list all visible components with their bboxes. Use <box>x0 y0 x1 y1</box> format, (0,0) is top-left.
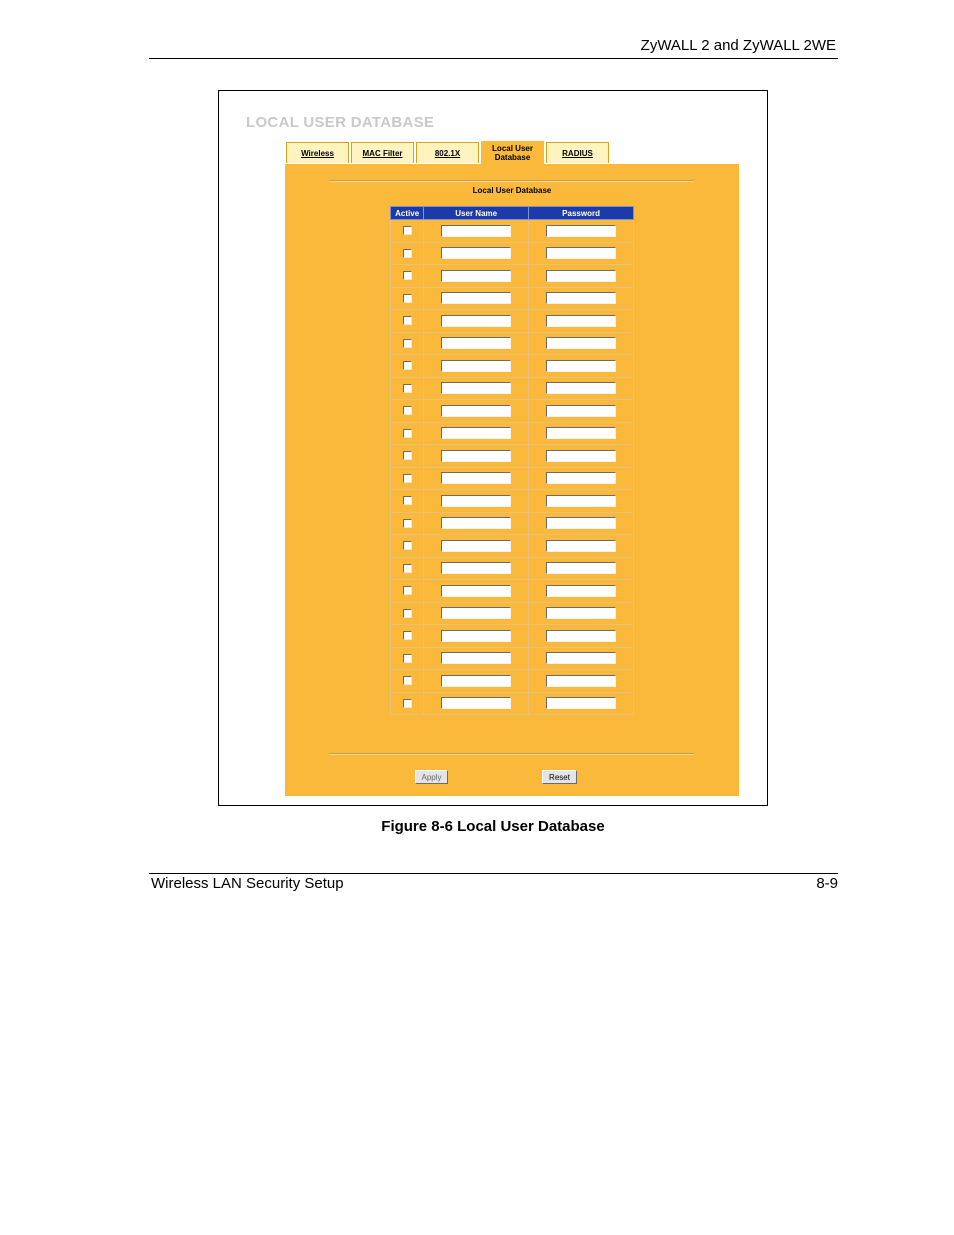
user-name-input[interactable] <box>441 630 511 642</box>
active-cell <box>391 625 424 648</box>
user-name-input[interactable] <box>441 517 511 529</box>
password-cell <box>529 467 634 490</box>
password-input[interactable] <box>546 360 616 372</box>
column-header-active: Active <box>391 207 424 220</box>
password-cell <box>529 580 634 603</box>
user-name-input[interactable] <box>441 697 511 709</box>
user-name-cell <box>424 602 529 625</box>
user-name-input[interactable] <box>441 270 511 282</box>
password-input[interactable] <box>546 495 616 507</box>
password-input[interactable] <box>546 675 616 687</box>
password-cell <box>529 355 634 378</box>
password-input[interactable] <box>546 540 616 552</box>
active-cell <box>391 490 424 513</box>
active-checkbox[interactable] <box>403 474 412 483</box>
table-row <box>391 377 634 400</box>
active-cell <box>391 647 424 670</box>
footer-page-number: 8-9 <box>816 875 838 892</box>
table-row <box>391 647 634 670</box>
active-cell <box>391 265 424 288</box>
password-cell <box>529 490 634 513</box>
active-cell <box>391 670 424 693</box>
user-name-cell <box>424 692 529 715</box>
password-cell <box>529 512 634 535</box>
table-row <box>391 490 634 513</box>
tab-radius[interactable]: RADIUS <box>546 142 609 163</box>
password-cell <box>529 265 634 288</box>
active-checkbox[interactable] <box>403 384 412 393</box>
active-checkbox[interactable] <box>403 429 412 438</box>
password-input[interactable] <box>546 450 616 462</box>
user-name-input[interactable] <box>441 585 511 597</box>
active-checkbox[interactable] <box>403 339 412 348</box>
top-divider <box>329 180 694 182</box>
section-title: Local User Database <box>472 186 552 195</box>
user-name-input[interactable] <box>441 540 511 552</box>
table-row <box>391 332 634 355</box>
table-row <box>391 310 634 333</box>
password-input[interactable] <box>546 292 616 304</box>
table-row <box>391 670 634 693</box>
apply-button[interactable]: Apply <box>415 770 448 784</box>
user-name-input[interactable] <box>441 450 511 462</box>
password-cell <box>529 287 634 310</box>
user-name-cell <box>424 377 529 400</box>
user-name-input[interactable] <box>441 382 511 394</box>
user-name-input[interactable] <box>441 427 511 439</box>
active-cell <box>391 692 424 715</box>
active-cell <box>391 557 424 580</box>
active-cell <box>391 580 424 603</box>
user-name-cell <box>424 580 529 603</box>
password-input[interactable] <box>546 517 616 529</box>
active-checkbox[interactable] <box>403 541 412 550</box>
footer-divider <box>149 873 838 874</box>
password-input[interactable] <box>546 562 616 574</box>
active-cell <box>391 535 424 558</box>
user-name-cell <box>424 512 529 535</box>
user-name-cell <box>424 242 529 265</box>
active-checkbox[interactable] <box>403 654 412 663</box>
table-row <box>391 692 634 715</box>
user-name-input[interactable] <box>441 225 511 237</box>
screen-title: LOCAL USER DATABASE <box>246 114 435 131</box>
active-checkbox[interactable] <box>403 406 412 415</box>
password-input[interactable] <box>546 607 616 619</box>
password-cell <box>529 422 634 445</box>
active-checkbox[interactable] <box>403 361 412 370</box>
table-row <box>391 422 634 445</box>
active-checkbox[interactable] <box>403 676 412 685</box>
table-row <box>391 400 634 423</box>
user-name-cell <box>424 467 529 490</box>
password-input[interactable] <box>546 652 616 664</box>
active-checkbox[interactable] <box>403 226 412 235</box>
column-header-user-name: User Name <box>424 207 529 220</box>
active-cell <box>391 512 424 535</box>
tab-wireless[interactable]: Wireless <box>286 142 349 163</box>
user-name-input[interactable] <box>441 607 511 619</box>
table-row <box>391 512 634 535</box>
user-name-input[interactable] <box>441 292 511 304</box>
password-input[interactable] <box>546 337 616 349</box>
password-cell <box>529 332 634 355</box>
active-cell <box>391 355 424 378</box>
page-header-title: ZyWALL 2 and ZyWALL 2WE <box>640 37 836 54</box>
table-row <box>391 467 634 490</box>
user-name-cell <box>424 400 529 423</box>
password-input[interactable] <box>546 472 616 484</box>
active-cell <box>391 332 424 355</box>
table-row <box>391 242 634 265</box>
user-name-cell <box>424 310 529 333</box>
active-checkbox[interactable] <box>403 631 412 640</box>
password-cell <box>529 535 634 558</box>
active-cell <box>391 220 424 243</box>
user-name-input[interactable] <box>441 405 511 417</box>
active-cell <box>391 377 424 400</box>
active-checkbox[interactable] <box>403 699 412 708</box>
table-row <box>391 535 634 558</box>
table-row <box>391 602 634 625</box>
password-cell <box>529 377 634 400</box>
user-name-input[interactable] <box>441 315 511 327</box>
footer-section-title: Wireless LAN Security Setup <box>151 875 344 892</box>
figure-caption: Figure 8-6 Local User Database <box>381 818 605 835</box>
tab-bar <box>286 142 611 164</box>
password-cell <box>529 625 634 648</box>
user-name-cell <box>424 445 529 468</box>
table-row <box>391 355 634 378</box>
table-body <box>391 220 634 715</box>
active-checkbox[interactable] <box>403 519 412 528</box>
password-input[interactable] <box>546 382 616 394</box>
password-cell <box>529 445 634 468</box>
user-name-cell <box>424 670 529 693</box>
user-name-cell <box>424 647 529 670</box>
active-checkbox[interactable] <box>403 451 412 460</box>
user-name-cell <box>424 220 529 243</box>
table-row <box>391 580 634 603</box>
active-cell <box>391 242 424 265</box>
user-name-cell <box>424 265 529 288</box>
table-row <box>391 445 634 468</box>
user-name-input[interactable] <box>441 675 511 687</box>
user-name-cell <box>424 422 529 445</box>
table-row <box>391 220 634 243</box>
user-name-cell <box>424 557 529 580</box>
table-row <box>391 557 634 580</box>
reset-button[interactable]: Reset <box>542 770 577 784</box>
password-input[interactable] <box>546 247 616 259</box>
active-cell <box>391 467 424 490</box>
table-row <box>391 265 634 288</box>
password-cell <box>529 310 634 333</box>
user-name-input[interactable] <box>441 495 511 507</box>
tab-802-1x[interactable]: 802.1X <box>416 142 479 163</box>
password-cell <box>529 400 634 423</box>
active-checkbox[interactable] <box>403 586 412 595</box>
active-checkbox[interactable] <box>403 294 412 303</box>
active-cell <box>391 602 424 625</box>
password-cell <box>529 242 634 265</box>
table-row <box>391 287 634 310</box>
user-name-cell <box>424 625 529 648</box>
password-input[interactable] <box>546 315 616 327</box>
password-input[interactable] <box>546 270 616 282</box>
active-checkbox[interactable] <box>403 316 412 325</box>
password-input[interactable] <box>546 697 616 709</box>
user-name-cell <box>424 332 529 355</box>
password-input[interactable] <box>546 225 616 237</box>
user-name-input[interactable] <box>441 337 511 349</box>
header-divider <box>149 58 838 59</box>
user-name-input[interactable] <box>441 360 511 372</box>
local-user-table <box>390 206 634 715</box>
password-input[interactable] <box>546 630 616 642</box>
password-input[interactable] <box>546 405 616 417</box>
tab-local-user-database[interactable] <box>481 141 544 164</box>
active-checkbox[interactable] <box>403 496 412 505</box>
bottom-divider <box>329 753 694 755</box>
active-cell <box>391 287 424 310</box>
active-checkbox[interactable] <box>403 249 412 258</box>
active-checkbox[interactable] <box>403 564 412 573</box>
user-name-input[interactable] <box>441 562 511 574</box>
active-cell <box>391 422 424 445</box>
active-cell <box>391 445 424 468</box>
user-name-input[interactable] <box>441 652 511 664</box>
password-input[interactable] <box>546 585 616 597</box>
active-checkbox[interactable] <box>403 271 412 280</box>
active-cell <box>391 310 424 333</box>
user-name-input[interactable] <box>441 472 511 484</box>
column-header-password: Password <box>529 207 634 220</box>
user-name-cell <box>424 287 529 310</box>
user-name-input[interactable] <box>441 247 511 259</box>
password-cell <box>529 557 634 580</box>
password-cell <box>529 670 634 693</box>
password-cell <box>529 692 634 715</box>
password-cell <box>529 647 634 670</box>
password-cell <box>529 220 634 243</box>
password-cell <box>529 602 634 625</box>
password-input[interactable] <box>546 427 616 439</box>
active-checkbox[interactable] <box>403 609 412 618</box>
tab-local-user-database-label: Local User Database <box>492 144 533 162</box>
user-name-cell <box>424 535 529 558</box>
user-name-cell <box>424 490 529 513</box>
user-name-cell <box>424 355 529 378</box>
settings-panel <box>285 164 739 796</box>
table-header-row <box>391 207 634 220</box>
tab-mac-filter[interactable]: MAC Filter <box>351 142 414 163</box>
active-cell <box>391 400 424 423</box>
table-row <box>391 625 634 648</box>
